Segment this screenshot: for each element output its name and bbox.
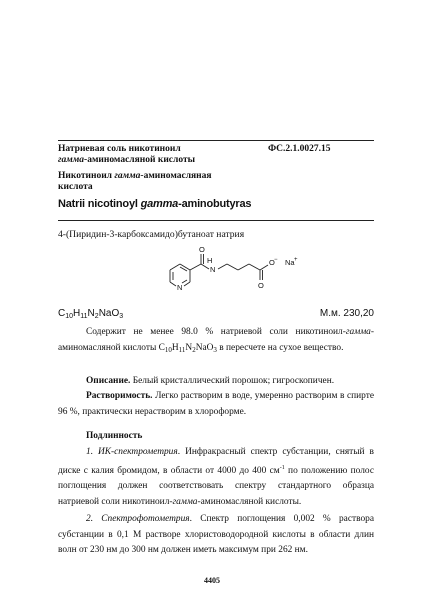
uv-paragraph: 2. Спектрофотометрия. Спектр поглощения 0,002 % раствора субстанции в 0,1 М растворе хлористоводородной кислоты в области длин волн от 230 нм до 300 нм должен иметь максимум при 262 нм. xyxy=(58,514,374,555)
top-rule xyxy=(58,140,374,141)
molar-mass: М.м. 230,20 xyxy=(319,308,374,319)
description-paragraph: Описание. Белый кристаллический порошок; гигроскопичен. xyxy=(86,376,335,386)
structure-label-o-minus: O xyxy=(269,258,275,267)
title-line-2: гамма-аминомасляной кислоты xyxy=(58,155,196,165)
solubility-paragraph: Растворимость. Легко растворим в воде, умеренно растворим в спирте 96 %, практически нерастворим в хлороформе. xyxy=(58,391,374,417)
chemical-name: 4-(Пиридин-3-карбоксамидо)бутаноат натрия xyxy=(58,229,245,240)
structure-charge-plus: + xyxy=(294,257,298,263)
alternative-name: Никотиноил гамма-аминомасляная кислота xyxy=(58,171,212,192)
structure-label-o-carbonyl: O xyxy=(199,245,205,254)
page-number: 4405 xyxy=(204,576,220,585)
molecular-formula: $C_{10}H_{11}N_2NaO_3$ xyxy=(58,308,124,320)
identity-heading: Подлинность xyxy=(86,431,143,441)
latin-name: Natrii nicotinoyl gamma-aminobutyras xyxy=(58,198,252,210)
monograph-title xyxy=(58,144,195,166)
structure-charge-minus: − xyxy=(274,257,278,263)
structural-formula xyxy=(150,240,310,306)
structure-label-h: H xyxy=(207,256,213,265)
ir-paragraph: 1. ИК-спектрометрия. Инфракрасный спектр субстанции, снятый в диске с калия бромидом, в области от 4000 до 400 $см^{-1}$ по положению полос поглощения должен соответствовать спектру стандартного образца натриевой соли никотиноил-гамма-аминомасляной кислоты. xyxy=(58,447,375,507)
title-line-1: Натриевая соль никотиноил xyxy=(58,144,181,154)
structure-label-n-ring: N xyxy=(177,283,183,292)
monograph-code: ФС.2.1.0027.15 xyxy=(268,144,331,154)
structure-label-na: Na xyxy=(285,258,295,267)
structure-label-o-acid: O xyxy=(258,281,264,290)
header-bottom-rule xyxy=(58,220,374,221)
content-paragraph: Содержит не менее 98.0 % натриевой соли никотиноил-гамма- аминомасляной кислоты $C_{10}H_{11}N_2NaO_3$ в пересчете на сухое вещество. xyxy=(58,327,374,354)
content-formula: $C_{10}H_{11}N_2NaO_3$ xyxy=(158,342,217,354)
structure-label-n-amide: N xyxy=(210,265,216,274)
